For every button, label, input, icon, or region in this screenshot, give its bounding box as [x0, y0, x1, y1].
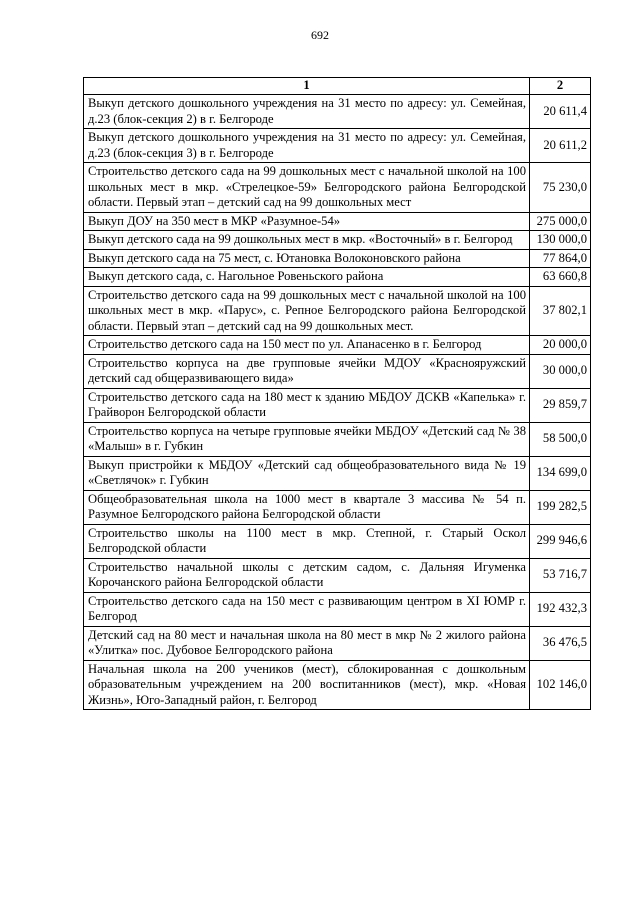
table-row	[84, 212, 591, 231]
item-description: Строительство детского сада на 99 дошкольных мест с начальной школой на 100 школьных мест в мкр. «Стрелецкое-59» Белгородского района Белгородской области. Первый этап – детский сад на 99 дошкольных мест	[84, 163, 530, 213]
table-header-row	[84, 78, 591, 95]
item-description: Выкуп пристройки к МБДОУ «Детский сад общеобразовательного вида № 19 «Светлячок» г. Губкин	[84, 456, 530, 490]
table-row	[84, 286, 591, 336]
item-amount: 199 282,5	[530, 490, 591, 524]
item-amount: 134 699,0	[530, 456, 591, 490]
column-header-1: 1	[84, 78, 530, 95]
item-amount: 77 864,0	[530, 249, 591, 268]
column-header-2: 2	[530, 78, 591, 95]
table-row	[84, 354, 591, 388]
item-description: Строительство корпуса на две групповые ячейки МДОУ «Краснояружский детский сад общеразвивающего вида»	[84, 354, 530, 388]
item-description: Выкуп ДОУ на 350 мест в МКР «Разумное-54»	[84, 212, 530, 231]
item-description: Строительство начальной школы с детским садом, с. Дальняя Игуменка Корочанского района Белгородской области	[84, 558, 530, 592]
item-description: Строительство детского сада на 99 дошкольных мест с начальной школой на 100 школьных мест в мкр. «Парус», с. Репное Белгородского района Белгородской области. Первый этап – детский сад на 99 дошкольных мест.	[84, 286, 530, 336]
item-description: Детский сад на 80 мест и начальная школа на 80 мест в мкр № 2 жилого района «Улитка» пос. Дубовое Белгородского района	[84, 626, 530, 660]
item-amount: 53 716,7	[530, 558, 591, 592]
item-description: Выкуп детского сада, с. Нагольное Ровеньского района	[84, 268, 530, 287]
item-description: Начальная школа на 200 учеников (мест), сблокированная с дошкольным образовательным учреждением на 200 воспитанников (мест), мкр. «Новая Жизнь», Юго-Западный район, г. Белгород	[84, 660, 530, 710]
table-row	[84, 456, 591, 490]
item-amount: 63 660,8	[530, 268, 591, 287]
item-amount: 58 500,0	[530, 422, 591, 456]
table-row	[84, 163, 591, 213]
item-amount: 299 946,6	[530, 524, 591, 558]
item-amount: 20 611,2	[530, 129, 591, 163]
item-description: Общеобразовательная школа на 1000 мест в квартале 3 массива № 54 п. Разумное Белгородского района Белгородской области	[84, 490, 530, 524]
table-row	[84, 626, 591, 660]
item-description: Выкуп детского дошкольного учреждения на 31 место по адресу: ул. Семейная, д.23 (блок-секция 2) в г. Белгороде	[84, 95, 530, 129]
item-amount: 75 230,0	[530, 163, 591, 213]
item-amount: 37 802,1	[530, 286, 591, 336]
table-row	[84, 129, 591, 163]
item-amount: 130 000,0	[530, 231, 591, 250]
item-description: Строительство корпуса на четыре групповые ячейки МБДОУ «Детский сад № 38 «Малыш» в г. Губкин	[84, 422, 530, 456]
table-row	[84, 249, 591, 268]
item-amount: 192 432,3	[530, 592, 591, 626]
table-row	[84, 490, 591, 524]
table-row	[84, 558, 591, 592]
table-row	[84, 388, 591, 422]
table-row	[84, 422, 591, 456]
table-row	[84, 268, 591, 287]
page-number: 692	[311, 28, 329, 42]
item-amount: 102 146,0	[530, 660, 591, 710]
item-amount: 20 000,0	[530, 336, 591, 355]
table-row	[84, 592, 591, 626]
table-row	[84, 336, 591, 355]
table-row	[84, 660, 591, 710]
table-row	[84, 231, 591, 250]
item-description: Строительство детского сада на 150 мест по ул. Апанасенко в г. Белгород	[84, 336, 530, 355]
item-description: Выкуп детского дошкольного учреждения на 31 место по адресу: ул. Семейная, д.23 (блок-секция 3) в г. Белгороде	[84, 129, 530, 163]
table-body	[84, 95, 591, 710]
item-amount: 30 000,0	[530, 354, 591, 388]
item-description: Строительство детского сада на 180 мест к зданию МБДОУ ДСКВ «Капелька» г. Грайворон Белгородской области	[84, 388, 530, 422]
item-amount: 275 000,0	[530, 212, 591, 231]
item-amount: 20 611,4	[530, 95, 591, 129]
item-amount: 29 859,7	[530, 388, 591, 422]
table-row	[84, 524, 591, 558]
item-amount: 36 476,5	[530, 626, 591, 660]
table-row	[84, 95, 591, 129]
budget-table	[83, 77, 591, 710]
item-description: Строительство школы на 1100 мест в мкр. Степной, г. Старый Оскол Белгородской области	[84, 524, 530, 558]
item-description: Выкуп детского сада на 99 дошкольных мест в мкр. «Восточный» в г. Белгород	[84, 231, 530, 250]
item-description: Выкуп детского сада на 75 мест, с. Ютановка Волоконовского района	[84, 249, 530, 268]
item-description: Строительство детского сада на 150 мест с развивающим центром в XI ЮМР г. Белгород	[84, 592, 530, 626]
